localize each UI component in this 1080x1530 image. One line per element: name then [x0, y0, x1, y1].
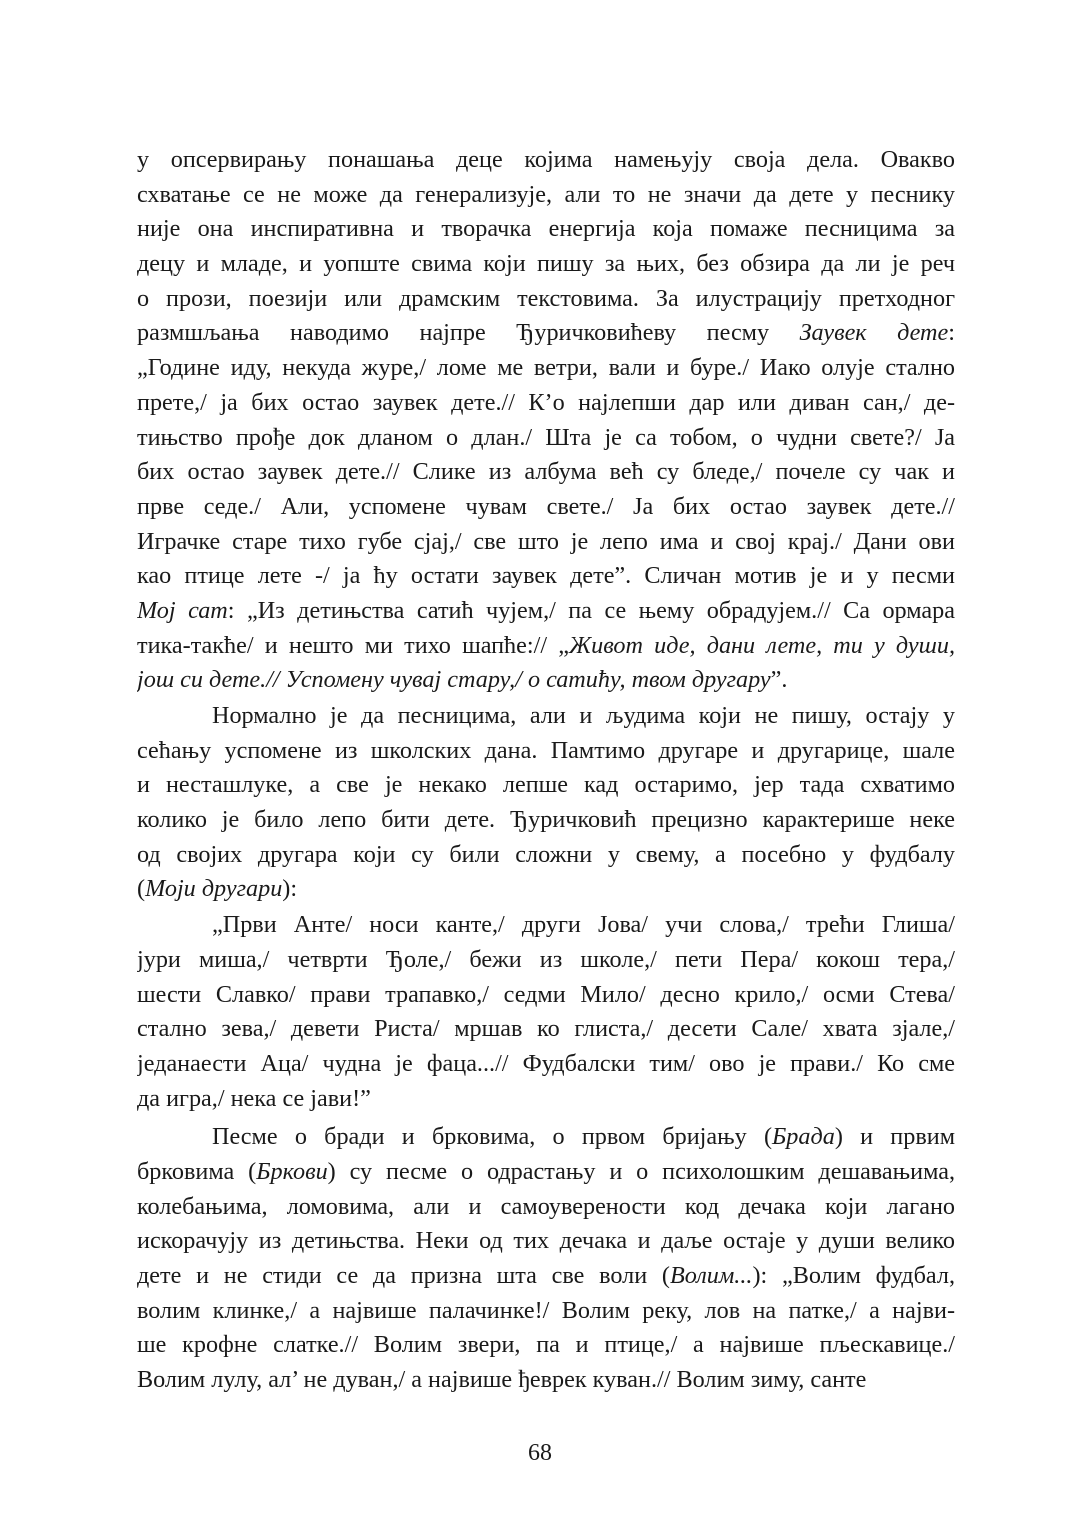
text-line [137, 1082, 955, 1117]
text-line [137, 1012, 955, 1047]
text-segment: искорачују из детињства. Неки од тих дечака и даље остаје у души велико [137, 1227, 955, 1255]
text-segment: ше крофне слатке.// Волим звери, па и птице,/ а највише пљескавице./ [137, 1331, 955, 1359]
text-line [137, 525, 955, 560]
text-line [137, 247, 955, 282]
text-line [137, 1328, 955, 1363]
text-line [137, 908, 955, 943]
page-number: 68 [528, 1440, 552, 1466]
text-segment: тињство прође док дланом о длан./ Шта је са тобом, о чудни свете?/ Ја [137, 423, 955, 451]
text-line [137, 1224, 955, 1259]
text-line [137, 1120, 955, 1155]
text-line [137, 421, 955, 456]
text-segment: ): „Волим фудбал, [752, 1262, 955, 1289]
text-segment: „Године иду, некуда журе,/ ломе ме ветри, вали и буре./ Иако олује стално [137, 354, 955, 382]
text-segment: једанаести Аца/ чудна је фаца...// Фудбалски тим/ ово је прави./ Ко сме [137, 1049, 955, 1077]
paragraph [137, 699, 955, 907]
text-segment: Нормално је да песницима, али и људима који не пишу, остају у [212, 702, 955, 729]
text-line [137, 455, 955, 490]
text-line [137, 872, 955, 907]
text-line [137, 803, 955, 838]
text-line [137, 1047, 955, 1082]
text-segment: бих остао заувек дете.// Слике из албума већ су бледе,/ почеле су чак и [137, 458, 955, 486]
text-segment: и несташлуке, а све је некако лепше кад остаримо, јер тада схватимо [137, 771, 955, 799]
text-line [137, 282, 955, 317]
italic-text: Брада [772, 1123, 835, 1151]
text-segment: Играчке старе тихо губе сјај,/ све што је лепо има и свој крај./ Дани ови [137, 527, 955, 555]
text-segment: шести Славко/ прави трапавко,/ седми Мило/ десно крило,/ осми Стева/ [137, 980, 955, 1008]
text-line [137, 768, 955, 803]
text-segment: „Први Анте/ носи канте,/ други Јова/ учи слова,/ трећи Глиша/ [212, 911, 955, 939]
text-segment: ) су песме о одрастању и о психолошким дешавањима, [327, 1157, 955, 1185]
text-segment: децу и младе, и уопште свима који пишу за њих, без обзира да ли је реч [137, 250, 955, 278]
text-line [137, 629, 955, 664]
paragraph [137, 908, 955, 1116]
text-segment: : [948, 319, 955, 347]
text-segment: прве седе./ Али, успомене чувам свете./ Ја бих остао заувек дете.// [137, 492, 955, 520]
text-segment: стално зева,/ девети Риста/ мршав ко глиста,/ десети Сале/ хвата зјале,/ [137, 1015, 955, 1043]
text-segment: тика-такће/ и нешто ми тихо шапће:// „ [137, 631, 569, 659]
text-segment: колико је било лепо бити дете. Ђуричковић прецизно карактерише неке [137, 806, 955, 834]
text-line [137, 1363, 955, 1398]
text-segment: брковима ( [137, 1157, 257, 1185]
text-segment: није она инспиративна и творачка енергија која помаже песницима за [137, 215, 955, 243]
italic-text: Волим... [669, 1262, 753, 1289]
text-segment: о прози, поезији или драмским текстовима. За илустрацију претходног [137, 284, 955, 312]
text-segment: ( [137, 875, 146, 903]
text-line [137, 978, 955, 1013]
text-segment: од својих другара који су били сложни у свему, а посебно у фудбалу [137, 840, 955, 868]
text-segment: размшљања наводимо најпре Ђуричковићеву песму [137, 319, 800, 347]
italic-text: још си дете.// Успомену чувај стару,/ о сатићу, твом другару [137, 666, 771, 694]
text-line [137, 386, 955, 421]
italic-text: Заувек дете [799, 319, 949, 347]
text-line [137, 1155, 955, 1190]
italic-text: Живот иде, дани лете, ти у души, [568, 631, 955, 659]
text-line [137, 212, 955, 247]
text-segment: : „Из детињства сатић чујем,/ па се њему обрадујем.// Са ормара [227, 596, 955, 624]
text-line [137, 1190, 955, 1225]
paragraph [137, 1120, 955, 1398]
text-line [137, 838, 955, 873]
text-line [137, 143, 955, 178]
text-segment: да игра,/ нека се јави!” [137, 1084, 371, 1112]
italic-text: Бркови [256, 1157, 328, 1185]
italic-text: Моји другари [145, 875, 283, 903]
text-segment: ”. [770, 666, 788, 694]
paragraph [137, 143, 955, 698]
body-text [137, 143, 955, 1398]
text-line [137, 316, 955, 351]
text-segment: у опсервирању понашања деце којима намењују своја дела. Овакво [137, 146, 955, 173]
text-segment: схватање се не може да генерализује, али то не значи да дете у песнику [137, 180, 955, 208]
text-segment: јури миша,/ четврти Ђоле,/ бежи из школе,/ пети Пера/ кокош тера,/ [137, 945, 955, 973]
text-line [137, 594, 955, 629]
text-line [137, 490, 955, 525]
text-segment: ) и првим [834, 1123, 955, 1151]
text-line [137, 1259, 955, 1294]
text-segment: дете и не стиди се да призна шта све воли ( [137, 1262, 670, 1289]
text-line [137, 699, 955, 734]
text-segment: волим клинке,/ а највише палачинке!/ Волим реку, лов на патке,/ а најви- [137, 1296, 955, 1324]
italic-text: Мој сат [137, 596, 228, 624]
text-line [137, 734, 955, 769]
text-line [137, 663, 955, 698]
text-segment: Волим лулу, ал’ не дуван,/ а највише ђеврек куван.// Волим зиму, санте [137, 1366, 867, 1394]
text-line [137, 1294, 955, 1329]
text-segment: Песме о бради и брковима, о првом бријању ( [212, 1123, 773, 1151]
text-line [137, 943, 955, 978]
text-segment: као птице лете -/ ја ћу остати заувек дете”. Сличан мотив је и у песми [137, 562, 955, 590]
text-segment: колебањима, ломовима, али и самоуверености код дечака који лагано [137, 1192, 955, 1220]
text-segment: сећању успомене из школских дана. Памтимо другаре и другарице, шале [137, 736, 955, 764]
text-line [137, 178, 955, 213]
text-line [137, 351, 955, 386]
text-line [137, 559, 955, 594]
text-segment: ): [282, 875, 298, 903]
text-segment: прете,/ ја бих остао заувек дете.// К’о најлепши дар или диван сан,/ де- [137, 388, 955, 416]
